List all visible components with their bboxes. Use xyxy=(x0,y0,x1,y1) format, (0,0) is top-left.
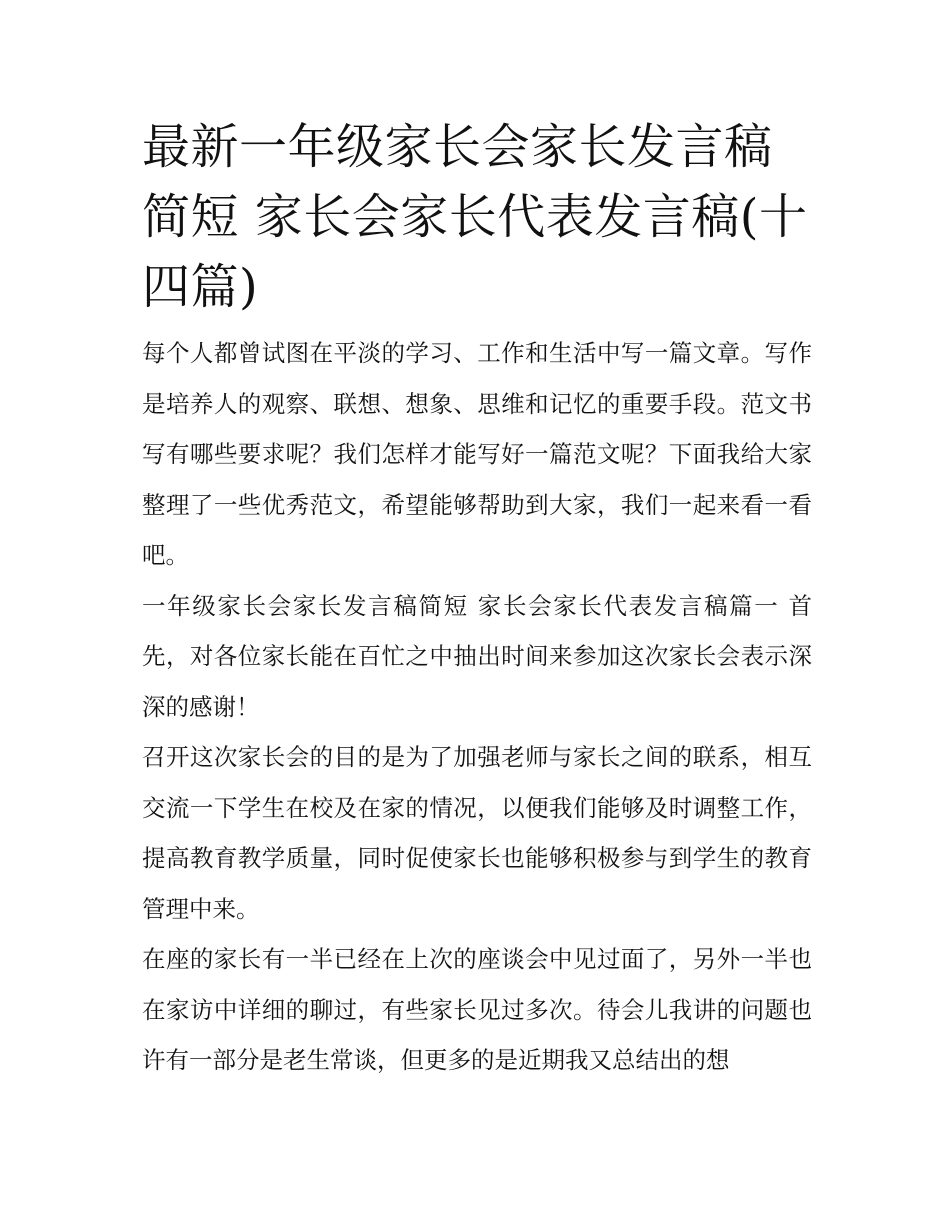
paragraph-intro: 每个人都曾试图在平淡的学习、工作和生活中写一篇文章。写作是培养人的观察、联想、想象、思维和记忆的重要手段。范文书写有哪些要求呢？我们怎样才能写好一篇范文呢？下面我给大家整理了一些优秀范文，希望能够帮助到大家，我们一起来看一看吧。 xyxy=(142,339,812,569)
document-body xyxy=(142,112,812,1086)
paragraph-parents-background: 在座的家长有一半已经在上次的座谈会中见过面了，另外一半也在家访中详细的聊过，有些家长见过多次。待会儿我讲的问题也许有一部分是老生常谈，但更多的是近期我又总结出的想 xyxy=(142,945,812,1074)
document-title: 最新一年级家长会家长发言稿简短 家长会家长代表发言稿(十四篇) xyxy=(142,119,808,315)
paragraph-speech-opening: 一年级家长会家长发言稿简短 家长会家长代表发言稿篇一 首先，对各位家长能在百忙之中抽出时间来参加这次家长会表示深深的感谢！ xyxy=(142,591,812,721)
paragraph-meeting-purpose: 召开这次家长会的目的是为了加强老师与家长之间的联系，相互交流一下学生在校及在家的情况，以便我们能够及时调整工作，提高教育教学质量，同时促使家长也能够积极参与到学生的教育管理中来。 xyxy=(142,743,812,923)
